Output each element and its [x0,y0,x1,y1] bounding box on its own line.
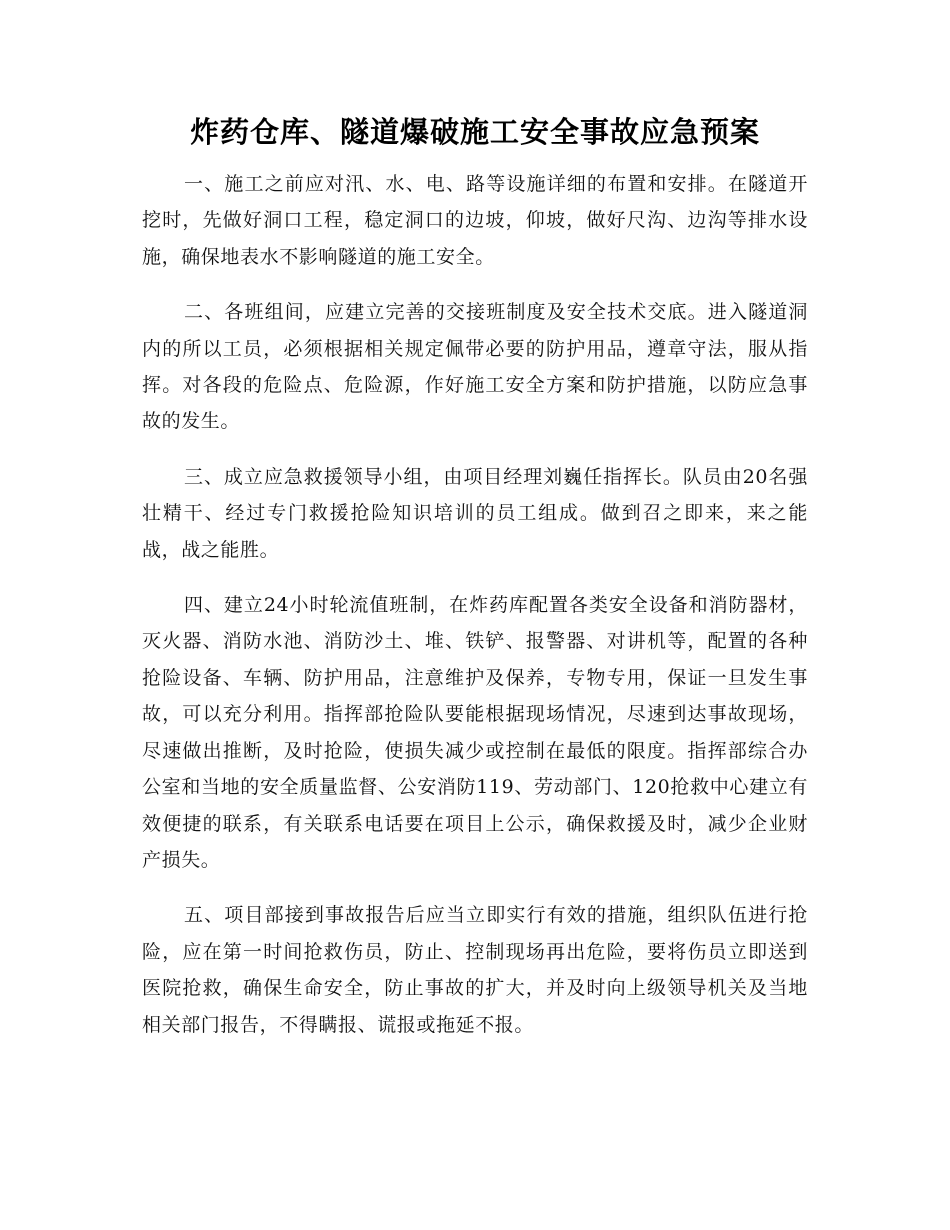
paragraph-2: 二、各班组间，应建立完善的交接班制度及安全技术交底。进入隧道洞内的所以工员，必须根据相关规定佩带必要的防护用品，遵章守法，服从指挥。对各段的危险点、危险源，作好施工安全方案和防护措施，以防应急事故的发生。 [142,301,808,433]
paragraph-4: 四、建立24小时轮流值班制，在炸药库配置各类安全设备和消防器材，灭火器、消防水池、消防沙土、堆、铁铲、报警器、对讲机等，配置的各种抢险设备、车辆、防护用品，注意维护及保养，专物专用，保证一旦发生事故，可以充分利用。指挥部抢险队要能根据现场情况，尽速到达事故现场，尽速做出推断，及时抢险，使损失减少或控制在最低的限度。指挥部综合办公室和当地的安全质量监督、公安消防119、劳动部门、120抢救中心建立有效便捷的联系，有关联系电话要在项目上公示，确保救援及时，减少企业财产损失。 [142,594,808,871]
document-title: 炸药仓库、隧道爆破施工安全事故应急预案 [189,115,760,149]
document-body [142,166,808,1062]
paragraph-3: 三、成立应急救援领导小组，由项目经理刘巍任指挥长。队员由20名强壮精干、经过专门救援抢险知识培训的员工组成。做到召之即来，来之能战，战之能胜。 [142,465,808,561]
paragraph-1: 一、施工之前应对汛、水、电、路等设施详细的布置和安排。在隧道开挖时，先做好洞口工程，稳定洞口的边坡，仰坡，做好尺沟、边沟等排水设施，确保地表水不影响隧道的施工安全。 [142,173,808,268]
paragraph-5: 五、项目部接到事故报告后应当立即实行有效的措施，组织队伍进行抢险，应在第一时间抢救伤员，防止、控制现场再出危险，要将伤员立即送到医院抢救，确保生命安全，防止事故的扩大，并及时向上级领导机关及当地相关部门报告，不得瞒报、谎报或拖延不报。 [142,904,808,1036]
